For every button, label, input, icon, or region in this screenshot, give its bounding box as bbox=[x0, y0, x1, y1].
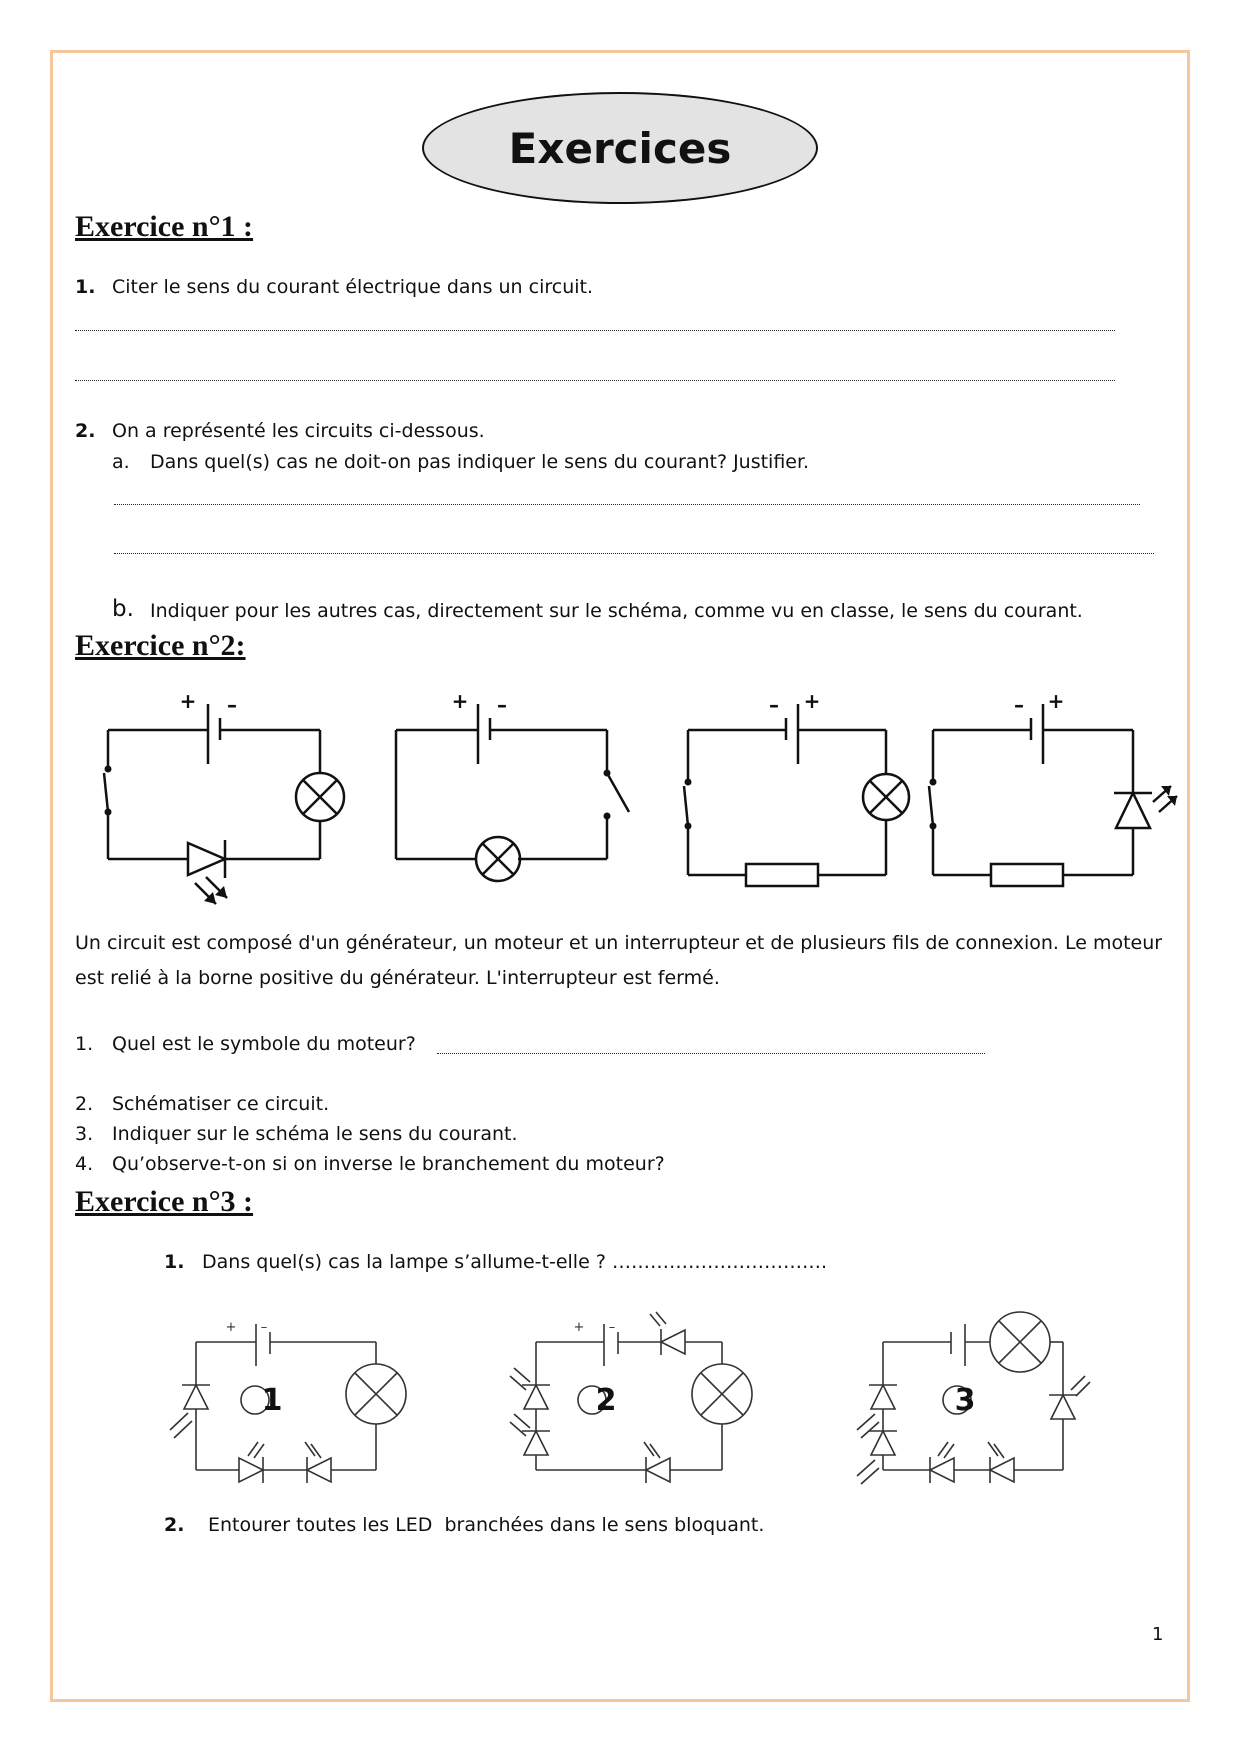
ex2-q2-number: 2. bbox=[75, 1093, 94, 1115]
circuit-3-diagram bbox=[680, 690, 930, 910]
plus-sign: + bbox=[451, 689, 469, 713]
ex1-q2-text: On a représenté les circuits ci-dessous. bbox=[112, 420, 485, 442]
ex3-q1-number: 1. bbox=[164, 1251, 185, 1273]
ex3-q1-text: Dans quel(s) cas la lampe s’allume-t-elle ? ……………………………. bbox=[202, 1251, 827, 1273]
circuit-label: 3 bbox=[954, 1383, 976, 1418]
ex2-q2-text: Schématiser ce circuit. bbox=[112, 1093, 330, 1115]
answer-line[interactable] bbox=[114, 504, 1140, 505]
plus-sign: + bbox=[573, 1320, 585, 1335]
ex1-q2a-text: Dans quel(s) cas ne doit-on pas indiquer le sens du courant? Justifier. bbox=[150, 451, 810, 473]
plus-sign: + bbox=[803, 689, 821, 713]
ex2-q1-number: 1. bbox=[75, 1033, 94, 1055]
minus-sign: – bbox=[769, 693, 779, 717]
minus-sign: – bbox=[608, 1320, 616, 1335]
ex1-q2-number: 2. bbox=[75, 420, 96, 442]
ex2-paragraph: Un circuit est composé d'un générateur, un moteur et un interrupteur et de plusieurs fils de connexion. Le moteur est relié à la borne positive du générateur. L'interrupteur est fermé. bbox=[75, 932, 1163, 989]
minus-sign: – bbox=[1014, 693, 1024, 717]
ex2-q1-text: Quel est le symbole du moteur? bbox=[112, 1033, 416, 1055]
ex1-q1-text: Citer le sens du courant électrique dans un circuit. bbox=[112, 276, 594, 298]
ex1-q2b-letter: b. bbox=[112, 596, 134, 622]
circuit-label: 1 bbox=[261, 1383, 283, 1418]
exercise-1-heading: Exercice n°1 : bbox=[75, 210, 254, 243]
ex2-q3-number: 3. bbox=[75, 1123, 94, 1145]
ex1-q1-number: 1. bbox=[75, 276, 96, 298]
page-number: 1 bbox=[1152, 1624, 1164, 1645]
answer-line[interactable] bbox=[114, 553, 1154, 554]
ex3-circuit-2-diagram bbox=[500, 1310, 760, 1510]
minus-sign: – bbox=[260, 1320, 268, 1335]
answer-line[interactable] bbox=[75, 380, 1115, 381]
exercise-2-heading: Exercice n°2: bbox=[75, 629, 246, 662]
ex3-circuit-3-diagram bbox=[840, 1310, 1100, 1510]
ex3-circuit-1-diagram bbox=[160, 1310, 420, 1510]
plus-sign: + bbox=[225, 1320, 237, 1335]
ex2-q3-text: Indiquer sur le schéma le sens du courant. bbox=[112, 1123, 518, 1145]
answer-line[interactable] bbox=[437, 1053, 985, 1054]
circuit-2-diagram bbox=[390, 690, 640, 910]
ex3-q2-text: Entourer toutes les LED branchées dans le sens bloquant. bbox=[208, 1514, 765, 1536]
minus-sign: – bbox=[227, 693, 237, 717]
ex1-q2a-letter: a. bbox=[112, 451, 130, 473]
circuit-4-diagram bbox=[925, 690, 1185, 910]
circuit-label: 2 bbox=[595, 1383, 617, 1418]
plus-sign: + bbox=[1047, 689, 1065, 713]
page-title: Exercices bbox=[422, 92, 818, 204]
answer-line[interactable] bbox=[75, 330, 1115, 331]
ex2-q4-text: Qu’observe-t-on si on inverse le branchement du moteur? bbox=[112, 1153, 665, 1175]
plus-sign: + bbox=[179, 689, 197, 713]
ex3-q2-number: 2. bbox=[164, 1514, 185, 1536]
circuit-1-diagram bbox=[100, 690, 350, 910]
minus-sign: – bbox=[497, 693, 507, 717]
exercise-3-heading: Exercice n°3 : bbox=[75, 1185, 254, 1218]
ex1-q2b-text: Indiquer pour les autres cas, directement sur le schéma, comme vu en classe, le sens du courant. bbox=[150, 600, 1083, 622]
ex2-q4-number: 4. bbox=[75, 1153, 94, 1175]
